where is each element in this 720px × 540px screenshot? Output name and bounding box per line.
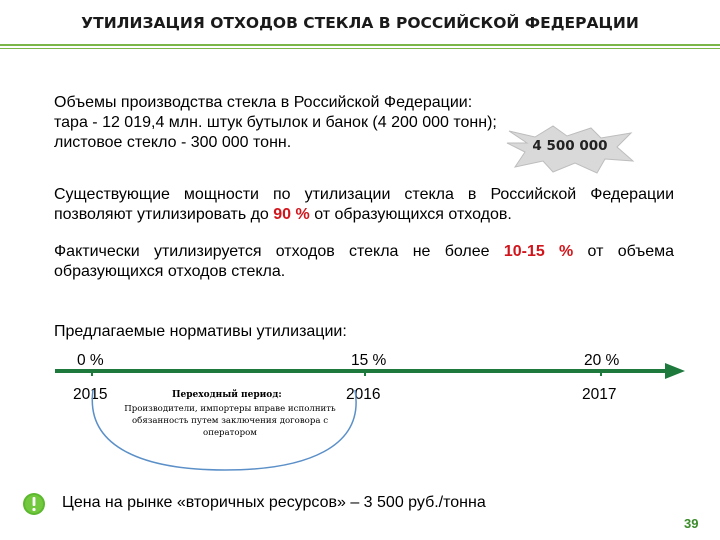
slide-title: УТИЛИЗАЦИЯ ОТХОДОВ СТЕКЛА В РОССИЙСКОЙ ФЕДЕРАЦИИ: [81, 14, 639, 32]
actual-paragraph: [54, 242, 674, 282]
transition-period-text: Производители, импортеры вправе исполнить обязанность путем заключения договора с оператором: [124, 404, 336, 438]
year-2015: 2015: [73, 386, 108, 403]
total-volume-label: 4 500 000: [532, 138, 608, 154]
title-rule-thin: [0, 48, 720, 49]
actual-percent: 10-15 %: [503, 243, 574, 260]
norm-percent-2015: 0 %: [77, 352, 104, 369]
norm-percent-2016: 15 %: [351, 352, 387, 369]
transition-period-title: Переходный период:: [172, 390, 282, 400]
actual-text: Фактически утилизируется отходов стекла не более: [54, 243, 490, 260]
capacity-text: Существующие мощности по утилизации стекла в Российской Федерации позволяют утилизировать до: [54, 186, 674, 223]
norm-percent-2017: 20 %: [584, 352, 620, 369]
timeline-arrow: [55, 362, 685, 386]
production-line-1: Объемы производства стекла в Российской Федерации:: [54, 94, 473, 111]
year-2017: 2017: [582, 386, 617, 403]
production-line-3: листовое стекло - 300 000 тонн.: [54, 134, 292, 151]
price-note: Цена на рынке «вторичных ресурсов» – 3 500 руб./тонна: [62, 494, 486, 511]
page-number: 39: [684, 516, 699, 531]
exclamation-icon: [22, 492, 46, 516]
production-line-2: тара - 12 019,4 млн. штук бутылок и банок (4 200 000 тонн);: [54, 114, 497, 131]
actual-text-end: от объема образующихся отходов стекла.: [54, 243, 675, 280]
title-rule: [0, 44, 720, 46]
capacity-percent: 90 %: [273, 206, 310, 223]
norms-heading: Предлагаемые нормативы утилизации:: [54, 323, 347, 340]
year-2016: 2016: [346, 386, 381, 403]
capacity-text-end: от образующихся отходов.: [314, 206, 512, 223]
capacity-paragraph: [54, 185, 674, 225]
